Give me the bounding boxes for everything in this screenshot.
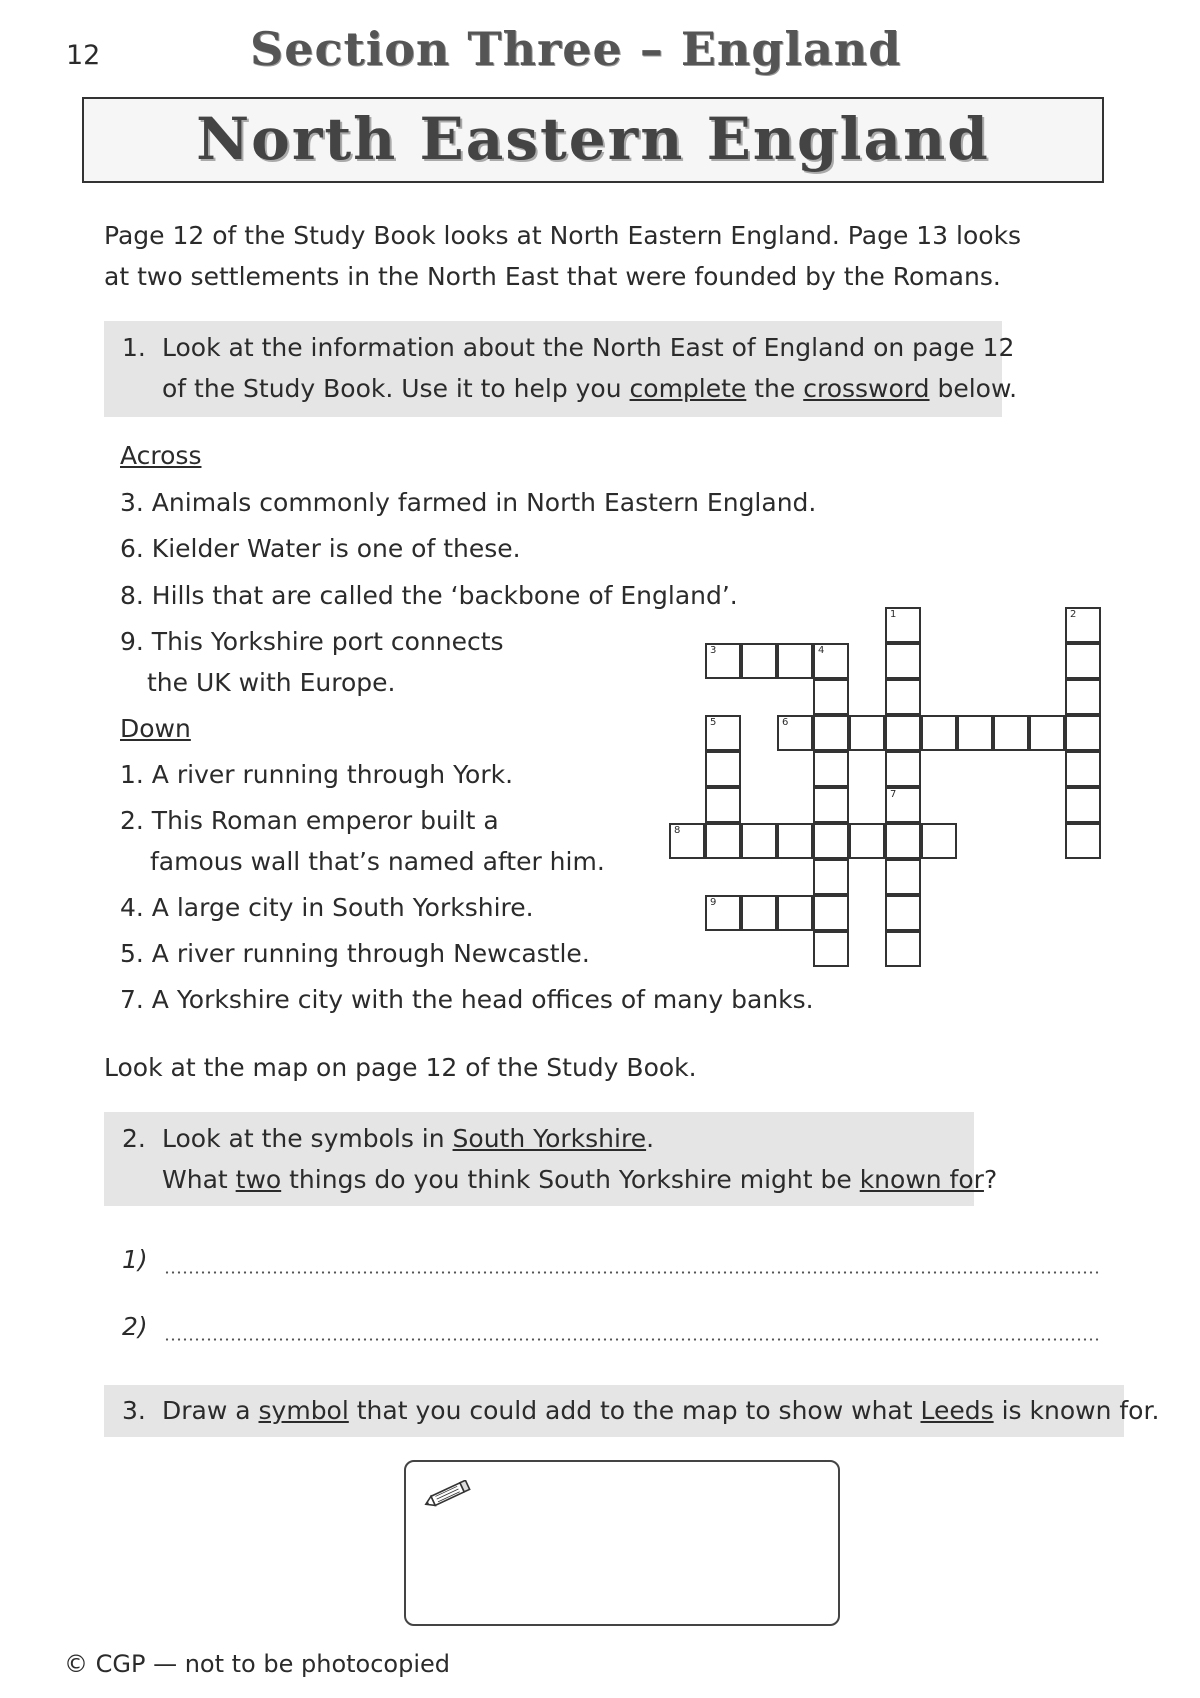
crossword-cell[interactable] <box>1065 715 1101 751</box>
crossword-cell[interactable] <box>777 823 813 859</box>
keyword-two: two <box>235 1165 282 1194</box>
intro-text <box>104 215 1021 297</box>
crossword-clue-number: 9 <box>710 897 717 908</box>
crossword-cell[interactable] <box>741 895 777 931</box>
crossword-cell[interactable] <box>921 823 957 859</box>
question-2-line-1: 2. Look at the symbols in South Yorkshire. <box>122 1118 997 1159</box>
question-1-box <box>104 321 1018 417</box>
section-title: Section Three – England <box>250 22 902 76</box>
crossword-cell[interactable] <box>741 823 777 859</box>
crossword-cell[interactable] <box>705 643 741 679</box>
crossword-cell[interactable] <box>957 715 993 751</box>
down-clue-7: 7. A Yorkshire city with the head offices of many banks. <box>120 985 814 1014</box>
crossword-cell[interactable] <box>813 751 849 787</box>
intro-line-1: Page 12 of the Study Book looks at North Eastern England. Page 13 looks <box>104 221 1022 250</box>
crossword-cell[interactable] <box>705 715 741 751</box>
page-number: 12 <box>66 40 101 71</box>
question-3-number: 3. <box>122 1396 146 1425</box>
pencil-icon <box>422 1480 474 1514</box>
answer-2-line[interactable] <box>164 1338 1100 1341</box>
crossword-cell[interactable] <box>1029 715 1065 751</box>
crossword-cell[interactable] <box>849 715 885 751</box>
crossword-cell[interactable] <box>1065 607 1101 643</box>
across-clue-9-cont: the UK with Europe. <box>147 668 396 697</box>
crossword-cell[interactable] <box>885 787 921 823</box>
crossword-cell[interactable] <box>705 787 741 823</box>
down-clue-5: 5. A river running through Newcastle. <box>120 939 590 968</box>
crossword-cell[interactable] <box>813 823 849 859</box>
keyword-leeds: Leeds <box>920 1396 994 1425</box>
crossword-clue-number: 3 <box>710 645 717 656</box>
down-clue-1: 1. A river running through York. <box>120 760 514 789</box>
crossword-cell[interactable] <box>705 751 741 787</box>
down-clue-2: 2. This Roman emperor built a <box>120 806 499 835</box>
question-3-box <box>104 1385 1160 1437</box>
crossword-cell[interactable] <box>885 931 921 967</box>
crossword-cell[interactable] <box>921 715 957 751</box>
crossword-cell[interactable] <box>777 715 813 751</box>
keyword-symbol: symbol <box>258 1396 349 1425</box>
crossword-clue-number: 4 <box>818 645 825 656</box>
across-clue-8: 8. Hills that are called the ‘backbone of England’. <box>120 581 738 610</box>
crossword-cell[interactable] <box>1065 823 1101 859</box>
crossword-cell[interactable] <box>1065 679 1101 715</box>
keyword-known-for: known for <box>859 1165 984 1194</box>
answer-1-label: 1) <box>122 1245 148 1274</box>
question-2-number: 2. <box>122 1124 146 1153</box>
crossword-cell[interactable] <box>885 823 921 859</box>
across-clue-9: 9. This Yorkshire port connects <box>120 627 504 656</box>
crossword-cell[interactable] <box>885 715 921 751</box>
keyword-crossword: crossword <box>803 374 930 403</box>
crossword-cell[interactable] <box>1065 643 1101 679</box>
crossword-cell[interactable] <box>1065 751 1101 787</box>
drawing-box[interactable] <box>404 1460 840 1626</box>
keyword-complete: complete <box>629 374 747 403</box>
crossword-cell[interactable] <box>669 823 705 859</box>
crossword-cell[interactable] <box>777 895 813 931</box>
crossword-clue-number: 2 <box>1070 609 1077 620</box>
crossword-cell[interactable] <box>885 679 921 715</box>
crossword-clue-number: 1 <box>890 609 897 620</box>
crossword-cell[interactable] <box>813 787 849 823</box>
copyright-footer: © CGP — not to be photocopied <box>64 1650 451 1678</box>
keyword-south-yorkshire: South Yorkshire <box>452 1124 647 1153</box>
crossword-cell[interactable] <box>885 751 921 787</box>
crossword-cell[interactable] <box>741 643 777 679</box>
crossword-clue-number: 8 <box>674 825 681 836</box>
crossword-clue-number: 5 <box>710 717 717 728</box>
question-1-number: 1. <box>122 333 146 362</box>
answer-2-label: 2) <box>122 1312 148 1341</box>
crossword-cell[interactable] <box>705 823 741 859</box>
question-2-line-2: What two things do you think South Yorkshire might be known for? <box>162 1165 998 1194</box>
across-clue-6: 6. Kielder Water is one of these. <box>120 534 521 563</box>
crossword-cell[interactable] <box>813 931 849 967</box>
crossword-clue-number: 7 <box>890 789 897 800</box>
crossword-cell[interactable] <box>705 895 741 931</box>
crossword-cell[interactable] <box>813 715 849 751</box>
across-clue-3: 3. Animals commonly farmed in North Eastern England. <box>120 488 817 517</box>
across-heading: Across <box>120 441 202 470</box>
down-heading: Down <box>120 714 191 743</box>
crossword-cell[interactable] <box>1065 787 1101 823</box>
crossword-cell[interactable] <box>849 823 885 859</box>
crossword-cell[interactable] <box>885 859 921 895</box>
crossword-cell[interactable] <box>777 643 813 679</box>
map-note: Look at the map on page 12 of the Study Book. <box>104 1053 697 1082</box>
page-title: North Eastern England <box>196 105 990 173</box>
crossword-cell[interactable] <box>813 859 849 895</box>
down-clue-2-cont: famous wall that’s named after him. <box>150 847 605 876</box>
crossword-cell[interactable] <box>885 895 921 931</box>
question-1-line-1: Look at the information about the North East of England on page 12 <box>162 333 1015 362</box>
crossword-cell[interactable] <box>993 715 1029 751</box>
intro-line-2: at two settlements in the North East that were founded by the Romans. <box>104 262 1001 291</box>
question-3-text: 3. Draw a symbol that you could add to the map to show what Leeds is known for. <box>122 1390 1159 1431</box>
question-1-line-2: of the Study Book. Use it to help you complete the crossword below. <box>162 374 1018 403</box>
crossword-cell[interactable] <box>885 643 921 679</box>
answer-1-line[interactable] <box>164 1271 1100 1274</box>
crossword-cell[interactable] <box>813 643 849 679</box>
crossword-clue-number: 6 <box>782 717 789 728</box>
crossword-cell[interactable] <box>885 607 921 643</box>
crossword-cell[interactable] <box>813 895 849 931</box>
down-clue-4: 4. A large city in South Yorkshire. <box>120 893 534 922</box>
crossword-cell[interactable] <box>813 679 849 715</box>
question-2-box <box>104 1112 998 1206</box>
